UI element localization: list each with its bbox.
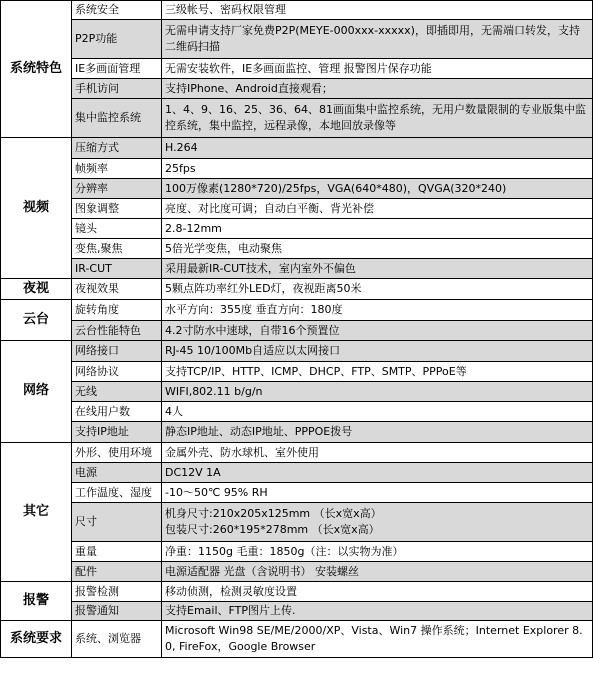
value-line: 无需申请支持厂家免费P2P(MEYE-000xxx-xxxxx)，即插即用，无需端口转发，支持二维码扫描 — [165, 24, 580, 53]
item-value-cell — [162, 59, 593, 79]
item-value-cell — [162, 443, 593, 463]
item-value-cell — [162, 179, 593, 199]
spec-row — [1, 20, 593, 59]
item-name-cell: 手机访问 — [72, 79, 162, 99]
spec-row — [1, 382, 593, 402]
item-name-cell: 工作温度、湿度 — [72, 483, 162, 503]
spec-row — [1, 279, 593, 300]
value-line: 静态IP地址、动态IP地址、PPPOE拨号 — [165, 425, 353, 439]
value-line: 采用最新IR-CUT技术，室内室外不偏色 — [165, 261, 356, 275]
value-line: 100万像素(1280*720)/25fps，VGA(640*480)，QVGA(320*240) — [165, 181, 507, 195]
item-value-cell — [162, 219, 593, 239]
spec-row — [1, 99, 593, 138]
item-name-cell: P2P功能 — [72, 20, 162, 59]
value-line: 2.8-12mm — [165, 221, 222, 235]
item-name-cell: 无线 — [72, 382, 162, 402]
value-line: 电源适配器 光盘（含说明书） 安装螺丝 — [165, 564, 359, 578]
spec-row — [1, 463, 593, 483]
item-value-cell — [162, 602, 593, 621]
spec-row — [1, 59, 593, 79]
item-value-cell — [162, 300, 593, 321]
spec-row — [1, 138, 593, 159]
spec-row — [1, 321, 593, 341]
category-cell: 网络 — [1, 341, 72, 443]
item-value-cell — [162, 402, 593, 422]
item-name-cell: 报警检测 — [72, 582, 162, 602]
spec-row — [1, 483, 593, 503]
item-name-cell: 外形、使用环境 — [72, 443, 162, 463]
item-name-cell: IE多画面管理 — [72, 59, 162, 79]
value-line: WIFI,802.11 b/g/n — [165, 384, 263, 398]
item-name-cell: 系统、浏览器 — [72, 621, 162, 658]
item-name-cell: 压缩方式 — [72, 138, 162, 159]
item-value-cell — [162, 621, 593, 658]
value-line: 三级帐号、密码权限管理 — [165, 3, 286, 17]
spec-row — [1, 300, 593, 321]
item-value-cell — [162, 79, 593, 99]
spec-row — [1, 621, 593, 658]
item-value-cell — [162, 99, 593, 138]
category-cell: 系统特色 — [1, 1, 72, 138]
item-name-cell: 帧频率 — [72, 159, 162, 179]
item-value-cell — [162, 463, 593, 483]
value-line: Microsoft Win98 SE/ME/2000/XP、Vista、Win7 操作系统；Internet Explorer 8.0, FireFox，Google Browser — [165, 624, 583, 653]
item-value-cell — [162, 382, 593, 402]
value-line: DC12V 1A — [165, 465, 221, 479]
item-value-cell — [162, 321, 593, 341]
item-name-cell: 集中监控系统 — [72, 99, 162, 138]
value-line: 25fps — [165, 161, 196, 175]
value-line: 支持TCP/IP、HTTP、ICMP、DHCP、FTP、SMTP、PPPoE等 — [165, 364, 467, 378]
value-line: 支持IPhone、Android直接观看； — [165, 81, 333, 95]
spec-row — [1, 602, 593, 621]
spec-row — [1, 362, 593, 382]
value-line: 移动侦测，检测灵敏度设置 — [165, 584, 297, 598]
spec-row — [1, 179, 593, 199]
item-name-cell: 网络接口 — [72, 341, 162, 362]
value-line: 4人 — [165, 404, 183, 418]
item-name-cell: 云台性能特色 — [72, 321, 162, 341]
item-value-cell — [162, 239, 593, 259]
item-name-cell: 旋转角度 — [72, 300, 162, 321]
spec-row — [1, 341, 593, 362]
item-name-cell: IR-CUT — [72, 259, 162, 279]
value-line: 包装尺寸:260*195*278mm （长x宽x高） — [165, 523, 380, 536]
item-name-cell: 夜视效果 — [72, 279, 162, 300]
value-line: H.264 — [165, 141, 198, 155]
spec-row — [1, 542, 593, 562]
value-line: 金属外壳、防水球机、室外使用 — [165, 445, 319, 459]
value-line: 5倍光学变焦，电动聚焦 — [165, 241, 282, 255]
item-value-cell — [162, 199, 593, 219]
item-value-cell — [162, 362, 593, 382]
item-value-cell — [162, 582, 593, 602]
item-value-cell — [162, 138, 593, 159]
value-line: 机身尺寸:210x205x125mm （长x宽x高） — [165, 507, 382, 521]
item-name-cell: 变焦,聚焦 — [72, 239, 162, 259]
item-name-cell: 图象调整 — [72, 199, 162, 219]
item-name-cell: 尺寸 — [72, 503, 162, 542]
spec-row — [1, 582, 593, 602]
item-name-cell: 系统安全 — [72, 1, 162, 20]
category-cell: 夜视 — [1, 279, 72, 300]
item-value-cell — [162, 259, 593, 279]
category-cell: 其它 — [1, 443, 72, 582]
value-line: 5颗点阵功率红外LED灯，夜视距离50米 — [165, 282, 362, 296]
value-line: 净重：1150g 毛重：1850g（注：以实物为准） — [165, 544, 404, 558]
spec-row — [1, 79, 593, 99]
value-line: 支持Email、FTP图片上传. — [165, 604, 296, 618]
item-value-cell — [162, 542, 593, 562]
item-name-cell: 支持IP地址 — [72, 422, 162, 443]
spec-row — [1, 443, 593, 463]
item-value-cell — [162, 562, 593, 582]
spec-row — [1, 503, 593, 542]
item-name-cell: 重量 — [72, 542, 162, 562]
spec-row — [1, 562, 593, 582]
item-name-cell: 配件 — [72, 562, 162, 582]
value-line: 无需安装软件，IE多画面监控、管理 报警图片保存功能 — [165, 61, 432, 75]
item-name-cell: 网络协议 — [72, 362, 162, 382]
spec-row — [1, 159, 593, 179]
spec-table-body — [1, 1, 593, 658]
item-value-cell — [162, 341, 593, 362]
spec-row — [1, 199, 593, 219]
item-value-cell — [162, 483, 593, 503]
category-cell: 视频 — [1, 138, 72, 279]
value-line: 水平方向：355度 垂直方向：180度 — [165, 303, 343, 317]
item-name-cell: 在线用户数 — [72, 402, 162, 422]
item-value-cell — [162, 422, 593, 443]
spec-row — [1, 1, 593, 20]
value-line: -10～50℃ 95% RH — [165, 485, 268, 499]
value-line: 亮度、对比度可调；自动白平衡、背光补偿 — [165, 201, 374, 215]
item-value-cell — [162, 159, 593, 179]
item-value-cell — [162, 20, 593, 59]
item-value-cell — [162, 279, 593, 300]
item-name-cell: 电源 — [72, 463, 162, 483]
category-cell: 云台 — [1, 300, 72, 341]
category-cell: 系统要求 — [1, 621, 72, 658]
item-name-cell: 镜头 — [72, 219, 162, 239]
spec-row — [1, 259, 593, 279]
spec-row — [1, 239, 593, 259]
spec-row — [1, 402, 593, 422]
value-line: 1、4、9、16、25、36、64、81画面集中监控系统，无用户数量限制的专业版集中监控系统，集中监控，远程录像，本地回放录像等 — [165, 103, 586, 132]
category-cell: 报警 — [1, 582, 72, 621]
spec-row — [1, 219, 593, 239]
value-line: 4.2寸防水中速球，自带16个预置位 — [165, 323, 340, 337]
item-name-cell: 报警通知 — [72, 602, 162, 621]
item-value-cell — [162, 503, 593, 542]
item-name-cell: 分辨率 — [72, 179, 162, 199]
spec-row — [1, 422, 593, 443]
item-value-cell — [162, 1, 593, 20]
value-line: RJ-45 10/100Mb自适应以太网接口 — [165, 344, 341, 358]
